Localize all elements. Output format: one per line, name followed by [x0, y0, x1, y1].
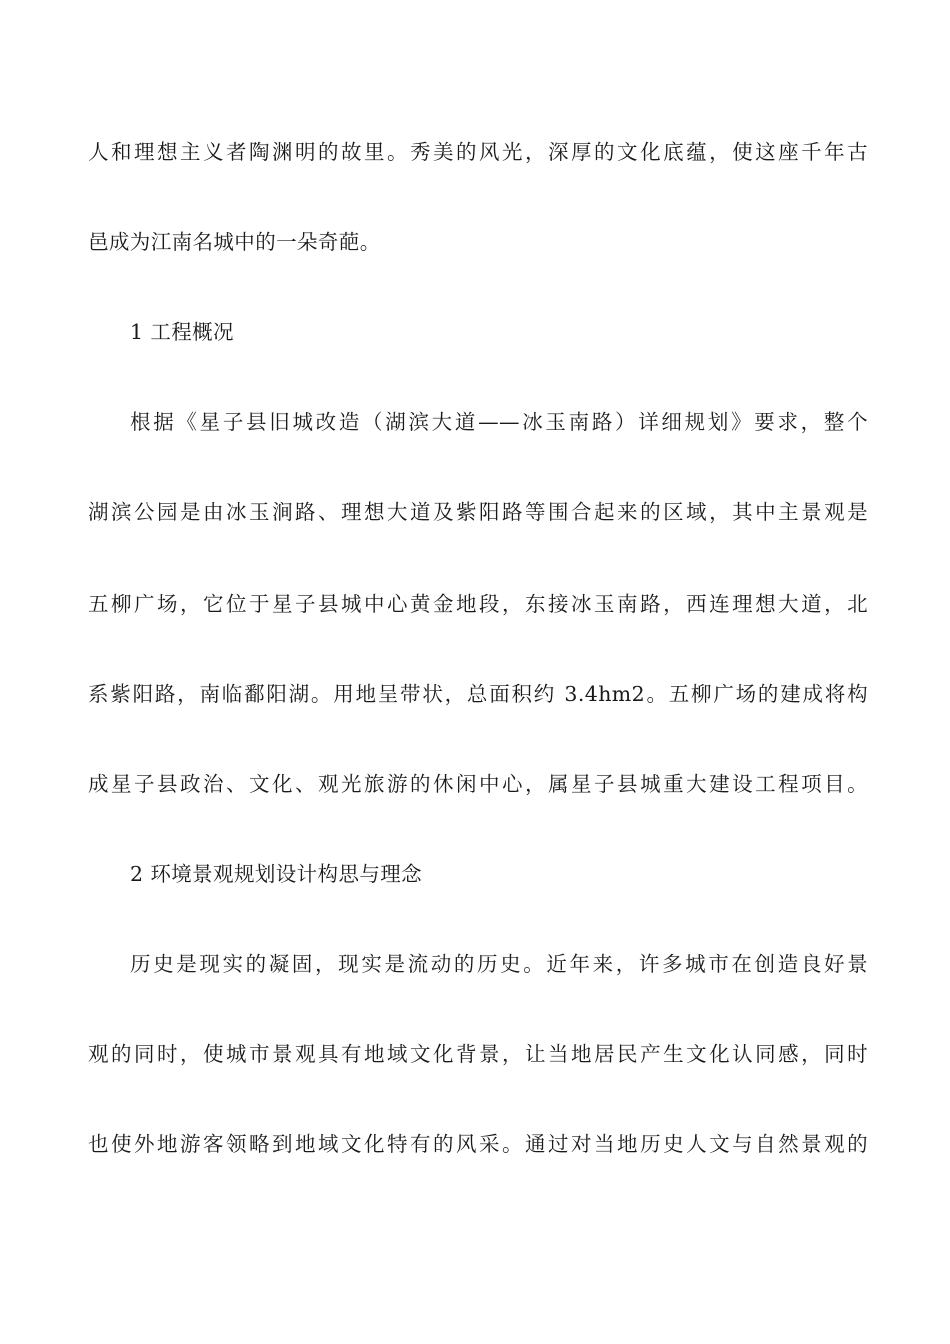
paragraph-line: 成星子县政治、文化、观光旅游的休闲中心，属星子县城重大建设工程项目。	[88, 772, 868, 796]
paragraph-line: 历史是现实的凝固，现实是流动的历史。近年来，许多城市在创造良好景	[130, 952, 868, 976]
paragraph-line: 湖滨公园是由冰玉涧路、理想大道及紫阳路等围合起来的区域，其中主景观是	[88, 500, 868, 524]
paragraph-line: 系紫阳路，南临鄱阳湖。用地呈带状，总面积约 3.4hm2。五柳广场的建成将构	[88, 682, 868, 706]
paragraph-line: 五柳广场，它位于星子县城中心黄金地段，东接冰玉南路，西连理想大道，北	[88, 592, 868, 616]
section-heading: 2 环境景观规划设计构思与理念	[130, 862, 423, 886]
paragraph-line: 邑成为江南名城中的一朵奇葩。	[88, 230, 381, 254]
paragraph-line: 人和理想主义者陶渊明的故里。秀美的风光，深厚的文化底蕴，使这座千年古	[88, 140, 868, 164]
paragraph-line: 根据《星子县旧城改造（湖滨大道——冰玉南路）详细规划》要求，整个	[130, 410, 868, 434]
section-heading: 1 工程概况	[130, 320, 234, 344]
paragraph-line: 观的同时，使城市景观具有地域文化背景，让当地居民产生文化认同感，同时	[88, 1042, 868, 1066]
paragraph-line: 也使外地游客领略到地域文化特有的风采。通过对当地历史人文与自然景观的	[88, 1132, 868, 1156]
